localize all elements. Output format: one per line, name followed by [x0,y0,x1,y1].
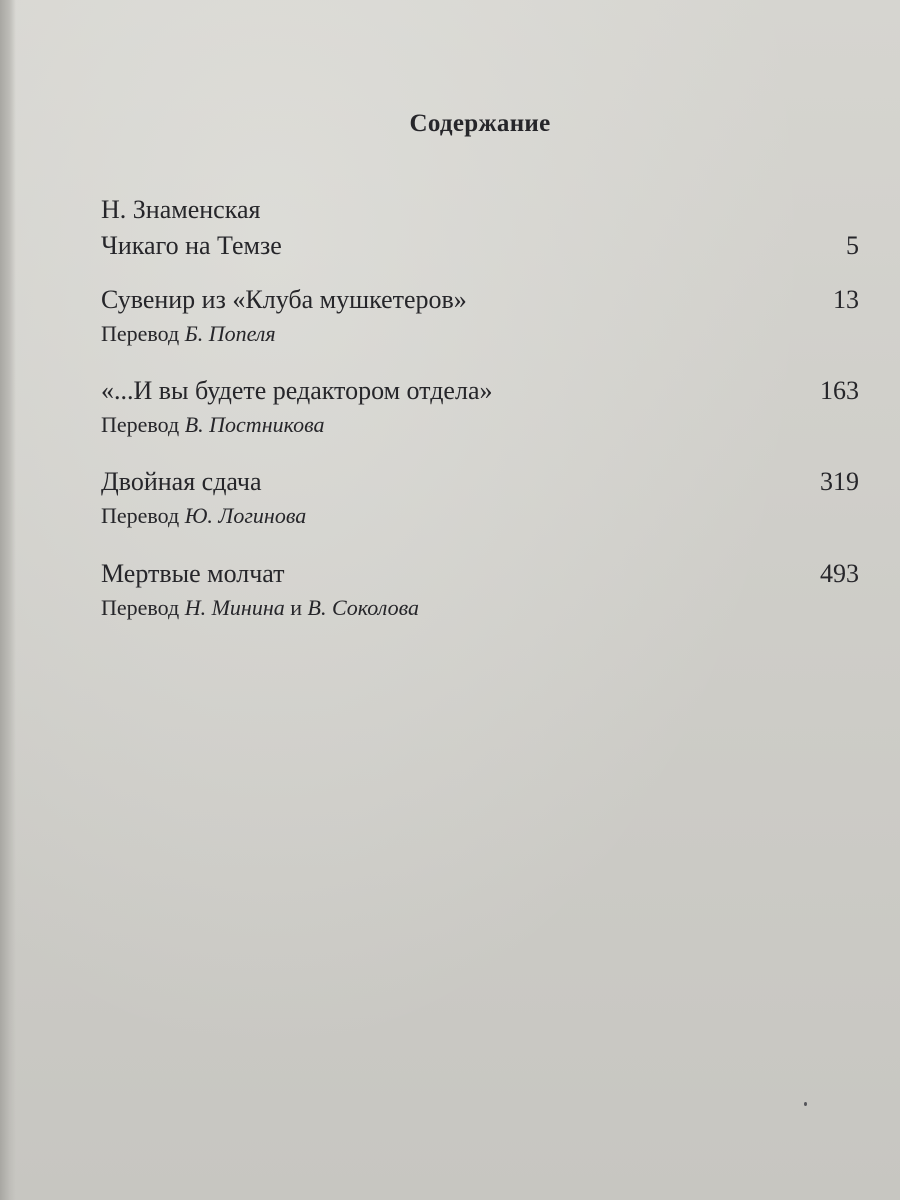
entry-author-line [101,192,859,228]
translator-prefix: Перевод [101,412,180,437]
entry-page-number: 493 [820,559,859,588]
translator-prefix: Перевод [101,321,180,346]
toc-entry-double-change [101,464,859,532]
entry-translator-line [101,500,859,532]
translator-conjunction: и [290,595,303,620]
entry-translator-line [101,409,859,441]
entry-page-number: 319 [820,467,859,496]
toc-entry-souvenir [101,282,859,350]
translator-name: В. Постникова [184,412,325,437]
translator-prefix: Перевод [101,595,180,620]
entry-title: «...И вы будете редактором отдела» [101,376,493,405]
translator-name-2: В. Соколова [307,595,419,620]
toc-entry-chicago [101,192,859,264]
entry-title: Сувенир из «Клуба мушкетеров» [101,285,467,314]
entry-title-line [101,556,859,592]
entry-page-number: 163 [820,376,859,405]
entry-translator-line [101,318,859,350]
entry-title: Двойная сдача [101,467,262,496]
translator-name: Н. Минина [184,595,285,620]
entry-title: Мертвые молчат [101,559,285,588]
entry-title: Чикаго на Темзе [101,231,282,260]
translator-name: Б. Попеля [184,321,276,346]
entry-page-number: 13 [833,285,859,314]
contents-heading: Содержание [409,110,551,137]
paper-speck [804,1102,807,1106]
entry-page-number: 5 [846,231,859,260]
spine-shadow [0,0,16,1200]
entry-title-line [101,282,859,318]
entry-title-line [101,228,859,264]
entry-author: Н. Знаменская [101,195,261,224]
toc-entry-editor [101,373,859,441]
toc-entry-dead-silent [101,556,859,624]
translator-name: Ю. Логинова [184,503,307,528]
entry-translator-line [101,592,859,624]
translator-prefix: Перевод [101,503,180,528]
entry-title-line [101,464,859,500]
entry-title-line [101,373,859,409]
